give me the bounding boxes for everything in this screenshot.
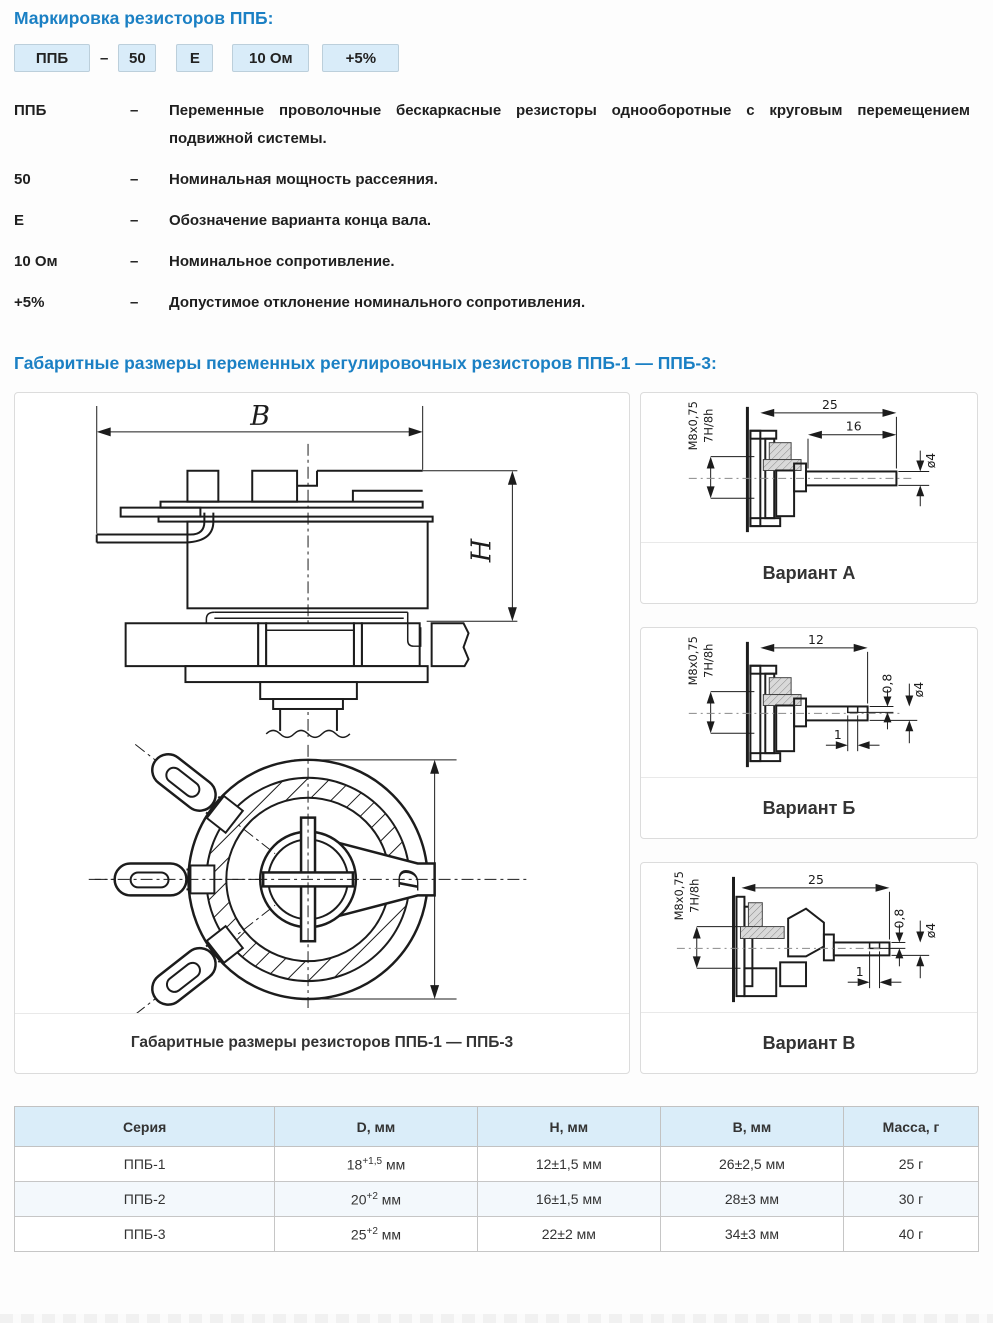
definition-term: Е: [14, 212, 25, 229]
definition-row: [14, 166, 970, 194]
bushing-nut-shaft: [185, 666, 427, 737]
fit-label: 7H/8h: [687, 878, 702, 913]
variant-b-caption: Вариант Б: [641, 777, 977, 838]
cell-mass: 30 г: [844, 1182, 979, 1217]
d-unit: мм: [382, 1156, 406, 1173]
diameter-label: ø4: [923, 452, 939, 469]
definition-desc: Переменные проволочные бескаркасные резисторы однооборотные с круговым перемещением подвижной системы.: [169, 102, 970, 147]
col-header-series: Серия: [15, 1107, 275, 1147]
definition-desc: Номинальная мощность рассеяния.: [169, 171, 438, 188]
diameter-label: ø4: [923, 922, 939, 939]
dim-b-label: B: [250, 400, 271, 432]
diameter-label: ø4: [911, 681, 927, 698]
length-label: 12: [808, 631, 824, 647]
definition-desc: Обозначение варианта конца вала.: [169, 212, 432, 229]
slot-width-label: 1: [833, 727, 842, 743]
marking-badge-resistance: 10 Ом: [232, 44, 309, 72]
col-header-d: D, мм: [275, 1107, 477, 1147]
definition-dash: –: [130, 212, 139, 229]
variant-b-drawing: [641, 628, 977, 777]
d-unit: мм: [377, 1226, 402, 1243]
definition-dash: –: [130, 171, 139, 188]
col-header-b: B, мм: [660, 1107, 843, 1147]
variant-v-drawing: [641, 863, 977, 1012]
dimension-slot-width: [848, 951, 902, 988]
dimension-h: [423, 471, 518, 622]
cell-h: 16±1,5 мм: [477, 1182, 660, 1217]
marking-badge-series: ППБ: [14, 44, 90, 72]
definition-term: +5%: [14, 294, 45, 311]
chassis-plate: [126, 623, 469, 666]
d-tolerance: +2: [366, 1225, 378, 1237]
cell-h: 22±2 мм: [477, 1217, 660, 1252]
main-drawing: [15, 393, 629, 1013]
definition-term: ППБ: [14, 102, 47, 119]
thread-label: M8x0,75: [671, 871, 686, 921]
cell-h: 12±1,5 мм: [477, 1147, 660, 1182]
definition-desc: Допустимое отклонение номинального сопротивления.: [169, 294, 586, 311]
col-header-h: H, мм: [477, 1107, 660, 1147]
fit-label: 7H/8h: [701, 643, 716, 678]
dimension-b: [97, 401, 423, 534]
cell-b: 28±3 мм: [660, 1182, 843, 1217]
d-value: 18: [346, 1156, 363, 1173]
d-value: 20: [350, 1191, 367, 1208]
main-drawing-caption: Габаритные размеры резисторов ППБ-1 — ППБ-3: [15, 1013, 629, 1072]
definition-desc: Номинальное сопротивление.: [169, 253, 395, 270]
dimension-16: [808, 419, 896, 469]
main-drawing-panel: [14, 392, 630, 1074]
definition-dash: –: [130, 294, 139, 311]
marking-heading: Маркировка резисторов ППБ:: [14, 8, 274, 28]
thread-callout: [672, 871, 741, 968]
page-bottom-texture: [0, 1314, 993, 1323]
variant-b-panel: [640, 627, 978, 839]
d-unit: мм: [377, 1191, 402, 1208]
slot-depth-label: 0,8: [879, 673, 895, 694]
drawings-section: [14, 392, 993, 1074]
variant-a-panel: [640, 392, 978, 604]
definition-dash: –: [130, 102, 139, 119]
dimension-slot-depth: [880, 909, 907, 967]
cell-b: 26±2,5 мм: [660, 1147, 843, 1182]
definition-row: [14, 97, 970, 153]
table-header-row: [15, 1107, 979, 1147]
d-tolerance: +2: [366, 1190, 378, 1202]
marking-separator: –: [100, 49, 109, 67]
variant-v-caption: Вариант В: [641, 1012, 977, 1073]
variant-body: [689, 642, 904, 767]
table-row: [15, 1147, 979, 1182]
thread-label: M8x0,75: [685, 636, 700, 686]
definition-dash: –: [130, 253, 139, 270]
dim-h-label: H: [466, 538, 498, 563]
variant-a-drawing: [641, 393, 977, 542]
length-label: 25: [808, 871, 824, 887]
definition-row: [14, 248, 970, 276]
thread-callout: [686, 636, 755, 733]
length-label: 25: [821, 396, 838, 412]
marking-badge-power: 50: [118, 44, 156, 72]
marking-definitions: [14, 97, 970, 317]
dimensions-heading: Габаритные размеры переменных регулировочных резисторов ППБ-1 — ППБ-3:: [14, 353, 717, 373]
definition-row: [14, 289, 970, 317]
variant-body: [689, 407, 912, 532]
cell-mass: 40 г: [844, 1217, 979, 1252]
cell-mass: 25 г: [844, 1147, 979, 1182]
d-value: 25: [350, 1226, 367, 1243]
table-row: [15, 1217, 979, 1252]
variant-v-panel: [640, 862, 978, 1074]
variant-a-caption: Вариант А: [641, 542, 977, 603]
marking-badge-tolerance: +5%: [322, 44, 399, 72]
table-row: [15, 1182, 979, 1217]
definition-term: 10 Ом: [14, 253, 58, 270]
col-header-mass: Масса, г: [844, 1107, 979, 1147]
cell-d: [275, 1217, 477, 1252]
terminal-lugs: [89, 732, 285, 1013]
cell-d: [275, 1182, 477, 1217]
exposed-label: 16: [845, 418, 862, 434]
variants-column: [640, 392, 978, 1074]
cell-series: ППБ-1: [15, 1147, 275, 1182]
dim-d-label: D: [394, 868, 426, 891]
slot-width-label: 1: [855, 964, 864, 980]
thread-callout: [686, 401, 755, 498]
thread-label: M8x0,75: [685, 401, 700, 451]
cell-b: 34±3 мм: [660, 1217, 843, 1252]
definition-row: [14, 207, 970, 235]
d-tolerance: +1,5: [362, 1155, 383, 1167]
marking-example-row: [14, 44, 993, 72]
slot-depth-label: 0,8: [891, 908, 907, 929]
cell-series: ППБ-2: [15, 1182, 275, 1217]
fit-label: 7H/8h: [701, 408, 716, 443]
cell-d: [275, 1147, 477, 1182]
dimensions-table: [14, 1106, 979, 1252]
marking-badge-shaft-variant: Е: [176, 44, 213, 72]
cell-series: ППБ-3: [15, 1217, 275, 1252]
definition-term: 50: [14, 171, 31, 188]
